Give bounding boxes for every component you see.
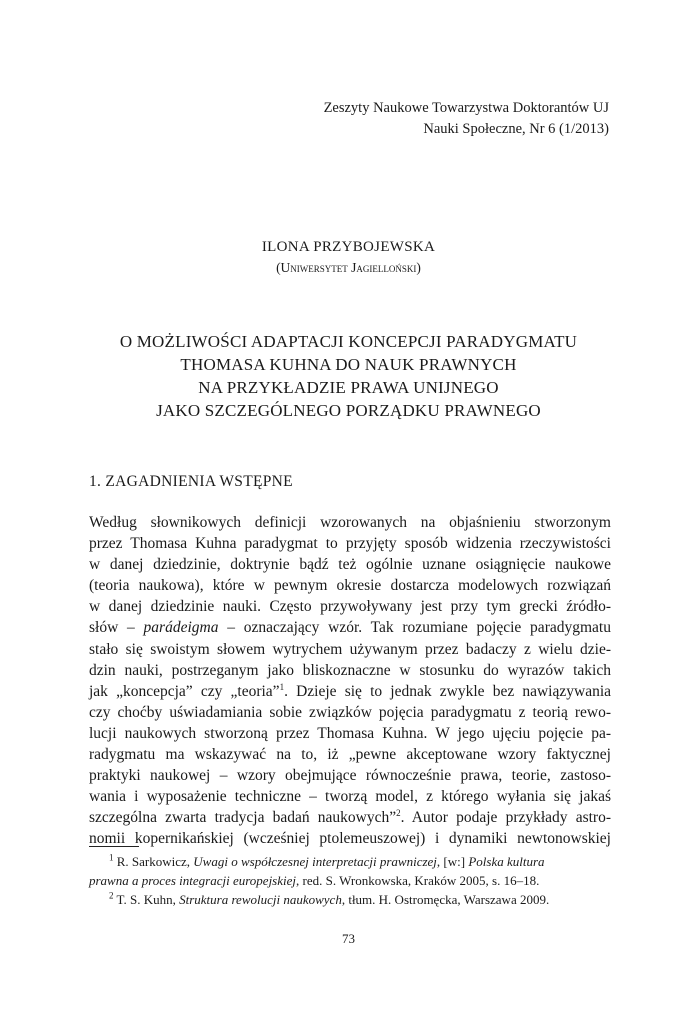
text-line: Według słownikowych definicji wzorowanych na objaśnieniu stworzonym — [89, 514, 611, 531]
text-segment: słów – — [89, 619, 144, 637]
title-line: THOMASA KUHNA DO NAUK PRAWNYCH — [180, 355, 517, 374]
page-number: 73 — [342, 931, 355, 946]
text-line: dzin nauki, postrzeganym jako bliskoznaczne w stosunku do wyrazów takich — [89, 661, 611, 679]
footnote-title: prawna a proces integracji europejskiej — [89, 873, 297, 888]
footnote-1-cont — [89, 871, 611, 890]
journal-name: Zeszyty Naukowe Towarzystwa Doktorantów UJ — [323, 100, 609, 116]
text-line: nomii kopernikańskiej (wcześniej ptolemeuszowej) i dynamiki newtonowskiej — [89, 830, 611, 848]
body-paragraph — [89, 512, 611, 850]
footnote-text: , red. S. Wronkowska, Kraków 2005, s. 16–18. — [296, 873, 540, 888]
text-line: radygmatu ma wskazywać na to, iż „pewne akceptowane wzory faktycznej — [89, 746, 611, 764]
footnote-number: 1 — [109, 852, 114, 863]
title-line: JAKO SZCZEGÓLNEGO PORZĄDKU PRAWNEGO — [156, 401, 541, 420]
footnote-text: T. S. Kuhn, — [113, 892, 180, 907]
text-line: w danej dziedzinie nauki. Często przywoływany jest przy tym grecki źródło- — [89, 598, 611, 616]
text-line: wania i wyposażenie techniczne – tworzą model, z którego wyłania się jakaś — [89, 788, 611, 806]
footnote-1 — [89, 852, 611, 871]
footnote-text: , [w:] — [436, 854, 469, 869]
text-segment: . Autor podaje przykłady astro- — [400, 809, 611, 827]
text-line: czy choćby uświadamiania sobie związków pojęcia paradygmatu z teorią rewo- — [89, 703, 611, 721]
footnote-ref[interactable]: 2 — [396, 808, 401, 819]
footnote-text: R. Sarkowicz, — [113, 854, 194, 869]
text-segment: szczególna zwarta tradycja badań naukowych” — [89, 809, 397, 827]
author-affiliation: (Uniwersytet Jagielloński) — [276, 260, 421, 275]
text-segment: – oznaczający wzór. Tak rozumiane pojęcie paradygmatu — [218, 619, 611, 637]
author-name: ILONA PRZYBOJEWSKA — [261, 239, 436, 255]
text-line — [89, 617, 611, 638]
footnote-2 — [89, 890, 611, 909]
text-segment: jak „koncepcja” czy „teoria” — [89, 682, 280, 700]
text-segment: . Dzieje się to jednak zwykle bez nawiązywania — [284, 682, 612, 700]
footnote-title: Uwagi o współczesnej interpretacji prawniczej — [193, 854, 437, 869]
author-block — [0, 236, 697, 277]
article-title — [0, 330, 697, 422]
footnote-title: Polska kultura — [468, 854, 545, 869]
footnote-number: 2 — [109, 890, 114, 901]
text-line: w danej dziedzinie, doktrynie bądź też ogólnie uznane osiągnięcie naukowe — [89, 556, 611, 574]
text-line: (teoria naukowa), które w pewnym okresie dostarcza modelowych rozwiązań — [89, 577, 611, 595]
footnotes — [89, 852, 611, 909]
journal-issue: Nauki Społeczne, Nr 6 (1/2013) — [423, 121, 609, 137]
text-line: przez Thomasa Kuhna paradygmat to przyjęty sposób widzenia rzeczywistości — [89, 535, 611, 553]
text-line — [89, 681, 611, 702]
text-line: praktyki naukowej – wzory obejmujące równocześnie prawa, teorie, zastoso- — [89, 767, 611, 785]
title-line: NA PRZYKŁADZIE PRAWA UNIJNEGO — [198, 378, 499, 397]
footnote-text: , tłum. H. Ostromęcka, Warszawa 2009. — [341, 892, 550, 907]
text-line — [89, 807, 611, 828]
footnote-ref[interactable]: 1 — [279, 681, 285, 692]
text-line: stało się swoistym słowem wytrychem używanym przez badaczy z wielu dzie- — [89, 640, 611, 658]
section-heading: 1. ZAGADNIENIA WSTĘPNE — [89, 473, 293, 490]
footnote-divider — [89, 846, 139, 847]
footnote-title: Struktura rewolucji naukowych — [179, 892, 342, 907]
title-line: O MOŻLIWOŚCI ADAPTACJI KONCEPCJI PARADYGMATU — [119, 332, 578, 351]
italic-term: parádeigma — [143, 619, 219, 637]
text-line: lucji naukowych stworzoną przez Thomasa Kuhna. W jego ujęciu pojęcie pa- — [89, 724, 611, 742]
journal-header — [324, 98, 609, 140]
